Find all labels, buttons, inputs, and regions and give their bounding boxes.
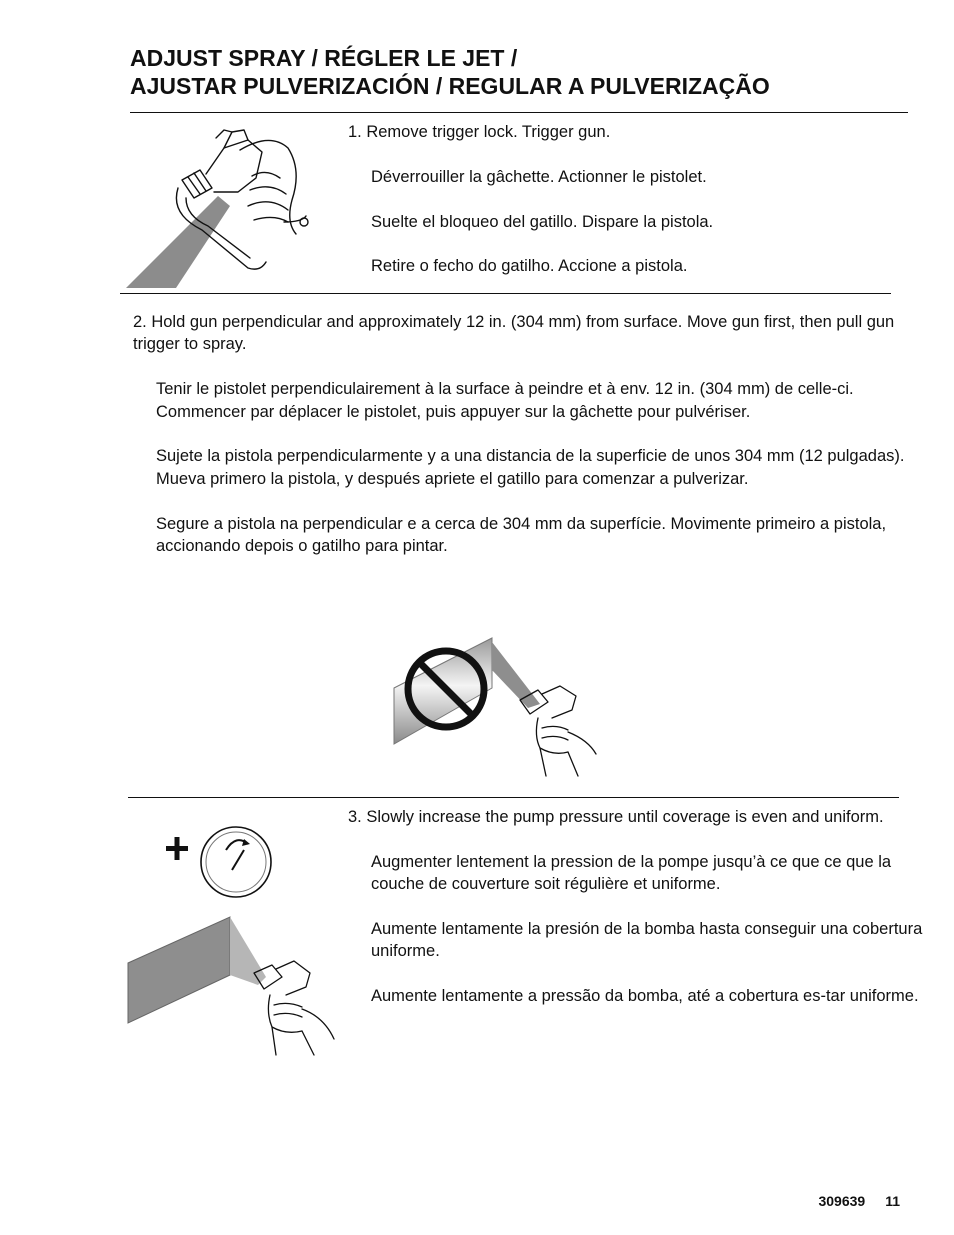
step-1-divider [120, 293, 891, 294]
page-title-line-1: ADJUST SPRAY / RÉGLER LE JET / [130, 45, 518, 71]
step-2-divider [128, 797, 899, 798]
step-3-french: Augmenter lentement la pression de la pompe jusqu’à ce que ce que la couche de couverture soit régulière et uniforme. [371, 852, 892, 894]
step-2-english: 2. Hold gun perpendicular and approximately 12 in. (304 mm) from surface. Move gun first, then pull gun trigger to spray. [133, 313, 895, 354]
step-2-spanish: Sujete la pistola perpendicularmente y a una distancia de la superficie de unos 304 mm (12 pulgadas). Mueva primero la pistola, y después apriete el gatillo para comenzar a pulverizar. [156, 447, 905, 488]
step-3-instructions [348, 806, 931, 1008]
step-1-portuguese: Retire o fecho do gatilho. Accione a pistola. [371, 257, 688, 276]
even-spray-coverage-icon [126, 915, 342, 1059]
page-title-line-2: AJUSTAR PULVERIZACIÓN / REGULAR A PULVERIZAÇÃO [130, 73, 770, 99]
step-1-spanish: Suelte el bloqueo del gatillo. Dispare la pistola. [371, 212, 714, 231]
pressure-increase-gauge-icon [160, 822, 276, 902]
step-1-english: 1. Remove trigger lock. Trigger gun. [348, 123, 611, 141]
step-1-french: Déverrouiller la gâchette. Actionner le pistolet. [371, 167, 707, 186]
title-divider [130, 112, 908, 113]
step-2-instructions [133, 311, 931, 557]
page-footer [798, 1193, 900, 1209]
step-2-portuguese: Segure a pistola na perpendicular e a cerca de 304 mm da superfície. Movimente primeiro a pistola, accionando depois o gatilho para pintar. [156, 514, 887, 556]
document-number: 309639 [818, 1193, 866, 1209]
step-1-instructions [348, 121, 931, 278]
step-3-portuguese: Aumente lentamente a pressão da bomba, até a cobertura es-tar uniforme. [371, 987, 919, 1006]
page-title [130, 44, 930, 100]
step-3-spanish: Aumente lentamente la presión de la bomba hasta conseguir una cobertura uniforme. [371, 920, 923, 961]
step-2-french: Tenir le pistolet perpendiculairement à la surface à peindre et à env. 12 in. (304 mm) de celle-ci. Commencer par déplacer le pistolet, puis appuyer sur la gâchette pour pulvériser. [156, 380, 854, 421]
page-number: 11 [885, 1193, 900, 1209]
prohibited-angled-spray-icon [392, 636, 602, 780]
step-3-english: 3. Slowly increase the pump pressure until coverage is even and uniform. [348, 808, 884, 826]
spray-gun-trigger-icon [120, 118, 320, 290]
